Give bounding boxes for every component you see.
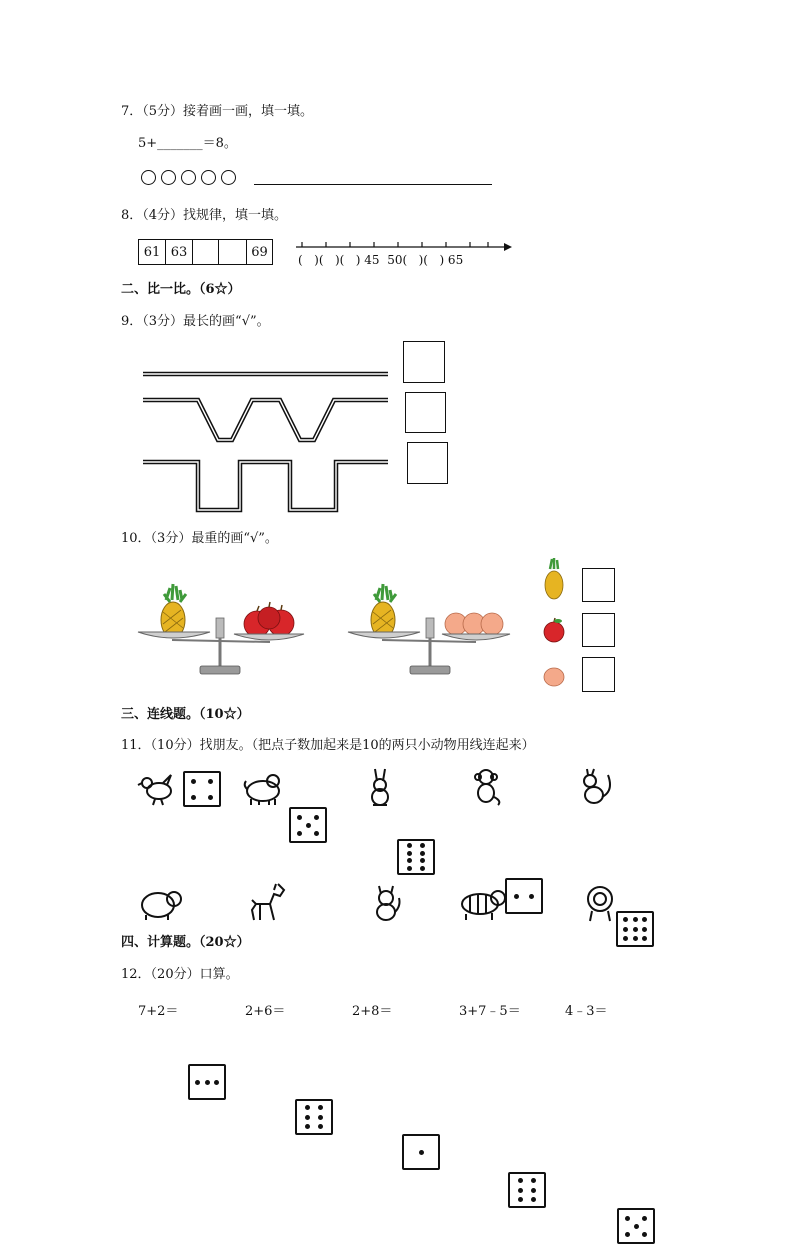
dice-dot xyxy=(531,1178,536,1183)
dice-dot xyxy=(214,1080,219,1085)
apple-icon xyxy=(541,617,567,643)
dice-dot xyxy=(318,1105,323,1110)
dice-dot xyxy=(305,1124,310,1129)
dice-card[interactable] xyxy=(289,807,327,843)
dice-dot xyxy=(625,1216,630,1221)
dice-dot xyxy=(518,1188,523,1193)
dice-dot xyxy=(191,795,196,800)
dice-dot xyxy=(306,823,311,828)
calc-problem: 7+2＝ xyxy=(138,1004,179,1019)
cat-icon[interactable] xyxy=(371,882,403,922)
dice-dot xyxy=(642,1216,647,1221)
lion-icon[interactable] xyxy=(582,883,618,923)
dice-dot xyxy=(191,779,196,784)
pineapple-answer-box[interactable] xyxy=(582,568,615,602)
dice-card[interactable] xyxy=(188,1064,226,1100)
q9-lines-figure xyxy=(140,360,396,520)
section3-heading: 三、连线题。（10☆） xyxy=(121,707,250,722)
dice-dot xyxy=(420,851,425,856)
sequence-cell: 61 xyxy=(138,239,166,265)
q7-answer-line[interactable] xyxy=(254,184,492,185)
dice-dot xyxy=(642,1232,647,1237)
dice-dot xyxy=(420,843,425,848)
dice-dot xyxy=(297,831,302,836)
dice-dot xyxy=(531,1188,536,1193)
dice-dot xyxy=(407,866,412,871)
dice-dot xyxy=(623,917,628,922)
dice-dot xyxy=(529,894,534,899)
dice-dot xyxy=(420,866,425,871)
axis-label: 50( xyxy=(387,253,408,267)
dice-dot xyxy=(625,1232,630,1237)
dice-dot xyxy=(305,1115,310,1120)
dice-dot xyxy=(407,858,412,863)
dice-dot xyxy=(407,851,412,856)
section2-heading: 二、比一比。（6☆） xyxy=(121,282,241,297)
circle-shape xyxy=(181,170,196,185)
sequence-cell: 69 xyxy=(247,239,273,265)
dice-dot xyxy=(518,1178,523,1183)
dice-dot xyxy=(642,936,647,941)
dice-dot xyxy=(419,1150,424,1155)
dice-card[interactable] xyxy=(397,839,435,875)
sequence-cell: 63 xyxy=(166,239,193,265)
apple-answer-box[interactable] xyxy=(582,613,615,647)
dice-dot xyxy=(305,1105,310,1110)
bird-icon[interactable] xyxy=(137,771,179,807)
dice-dot xyxy=(633,936,638,941)
dice-card[interactable] xyxy=(617,1208,655,1244)
pineapple-icon xyxy=(540,557,568,601)
sequence-cell-blank[interactable] xyxy=(219,239,247,265)
q9-title: 9．（3分）最长的画“√”。 xyxy=(121,314,270,329)
calc-problem: 2+8＝ xyxy=(352,1004,393,1019)
scale-pineapple-peaches xyxy=(346,580,518,680)
dice-dot xyxy=(420,858,425,863)
axis-label: )( xyxy=(314,253,324,267)
axis-label: ( xyxy=(298,253,303,267)
q11-title: 11．（10分）找朋友。（把点子数加起来是10的两只小动物用线连起来） xyxy=(121,738,535,753)
dice-dot xyxy=(318,1115,323,1120)
pig-icon[interactable] xyxy=(241,771,285,807)
q7-equation: 5+_______＝8。 xyxy=(138,136,237,151)
dice-dot xyxy=(314,815,319,820)
dice-dot xyxy=(208,795,213,800)
dice-dot xyxy=(634,1224,639,1229)
squirrel-icon[interactable] xyxy=(578,767,614,807)
q10-title: 10．（3分）最重的画“√”。 xyxy=(121,531,278,546)
q9-answer-box-2[interactable] xyxy=(405,392,446,433)
dice-dot xyxy=(623,927,628,932)
apple-icon xyxy=(244,602,294,637)
dice-dot xyxy=(642,927,647,932)
dice-card[interactable] xyxy=(402,1134,440,1170)
dice-dot xyxy=(407,843,412,848)
dice-dot xyxy=(642,917,647,922)
dice-dot xyxy=(633,917,638,922)
pineapple-icon xyxy=(371,584,396,638)
dice-dot xyxy=(195,1080,200,1085)
sequence-cell-blank[interactable] xyxy=(193,239,219,265)
dice-card[interactable] xyxy=(183,771,221,807)
dice-dot xyxy=(297,815,302,820)
axis-label: )( xyxy=(334,253,345,267)
dice-dot xyxy=(514,894,519,899)
q12-title: 12．（20分）口算。 xyxy=(121,967,239,982)
calc-problem: 3+7﹣5＝ xyxy=(459,1004,521,1019)
q8-title: 8．（4分）找规律，填一填。 xyxy=(121,208,288,223)
axis-label: )( xyxy=(418,253,428,267)
dice-dot xyxy=(318,1124,323,1129)
circle-shape xyxy=(161,170,176,185)
dice-dot xyxy=(314,831,319,836)
calc-problem: 4﹣3＝ xyxy=(565,1004,608,1019)
q9-answer-box-1[interactable] xyxy=(403,341,445,383)
dice-card[interactable] xyxy=(508,1172,546,1208)
dice-dot xyxy=(208,779,213,784)
tiger-icon[interactable] xyxy=(458,884,508,922)
dice-dot xyxy=(623,936,628,941)
number-line-labels xyxy=(298,252,463,268)
bear-icon[interactable] xyxy=(138,885,184,921)
q9-answer-box-3[interactable] xyxy=(407,442,448,484)
axis-label: ) 65 xyxy=(439,253,464,267)
q7-title: 7．（5分）接着画一画，填一填。 xyxy=(121,104,314,119)
peach-answer-box[interactable] xyxy=(582,657,615,692)
dice-card[interactable] xyxy=(505,878,543,914)
horse-icon[interactable] xyxy=(248,880,290,922)
peach-icon xyxy=(541,666,567,688)
dice-dot xyxy=(531,1197,536,1202)
circle-shape xyxy=(141,170,156,185)
section4-heading: 四、计算题。（20☆） xyxy=(121,935,250,950)
circle-shape xyxy=(221,170,236,185)
dice-card[interactable] xyxy=(616,911,654,947)
circle-shape xyxy=(201,170,216,185)
monkey-icon[interactable] xyxy=(470,767,502,807)
dice-dot xyxy=(205,1080,210,1085)
dice-card[interactable] xyxy=(295,1099,333,1135)
rabbit-icon[interactable] xyxy=(365,767,395,807)
dice-dot xyxy=(633,927,638,932)
dice-dot xyxy=(518,1197,523,1202)
peach-icon xyxy=(445,613,503,635)
scale-pineapple-apples xyxy=(136,580,308,680)
pineapple-icon xyxy=(161,584,186,638)
q7-circles xyxy=(141,170,236,185)
calc-problem: 2+6＝ xyxy=(245,1004,286,1019)
axis-label: ) 45 xyxy=(355,253,380,267)
q8-sequence-table xyxy=(138,239,273,265)
